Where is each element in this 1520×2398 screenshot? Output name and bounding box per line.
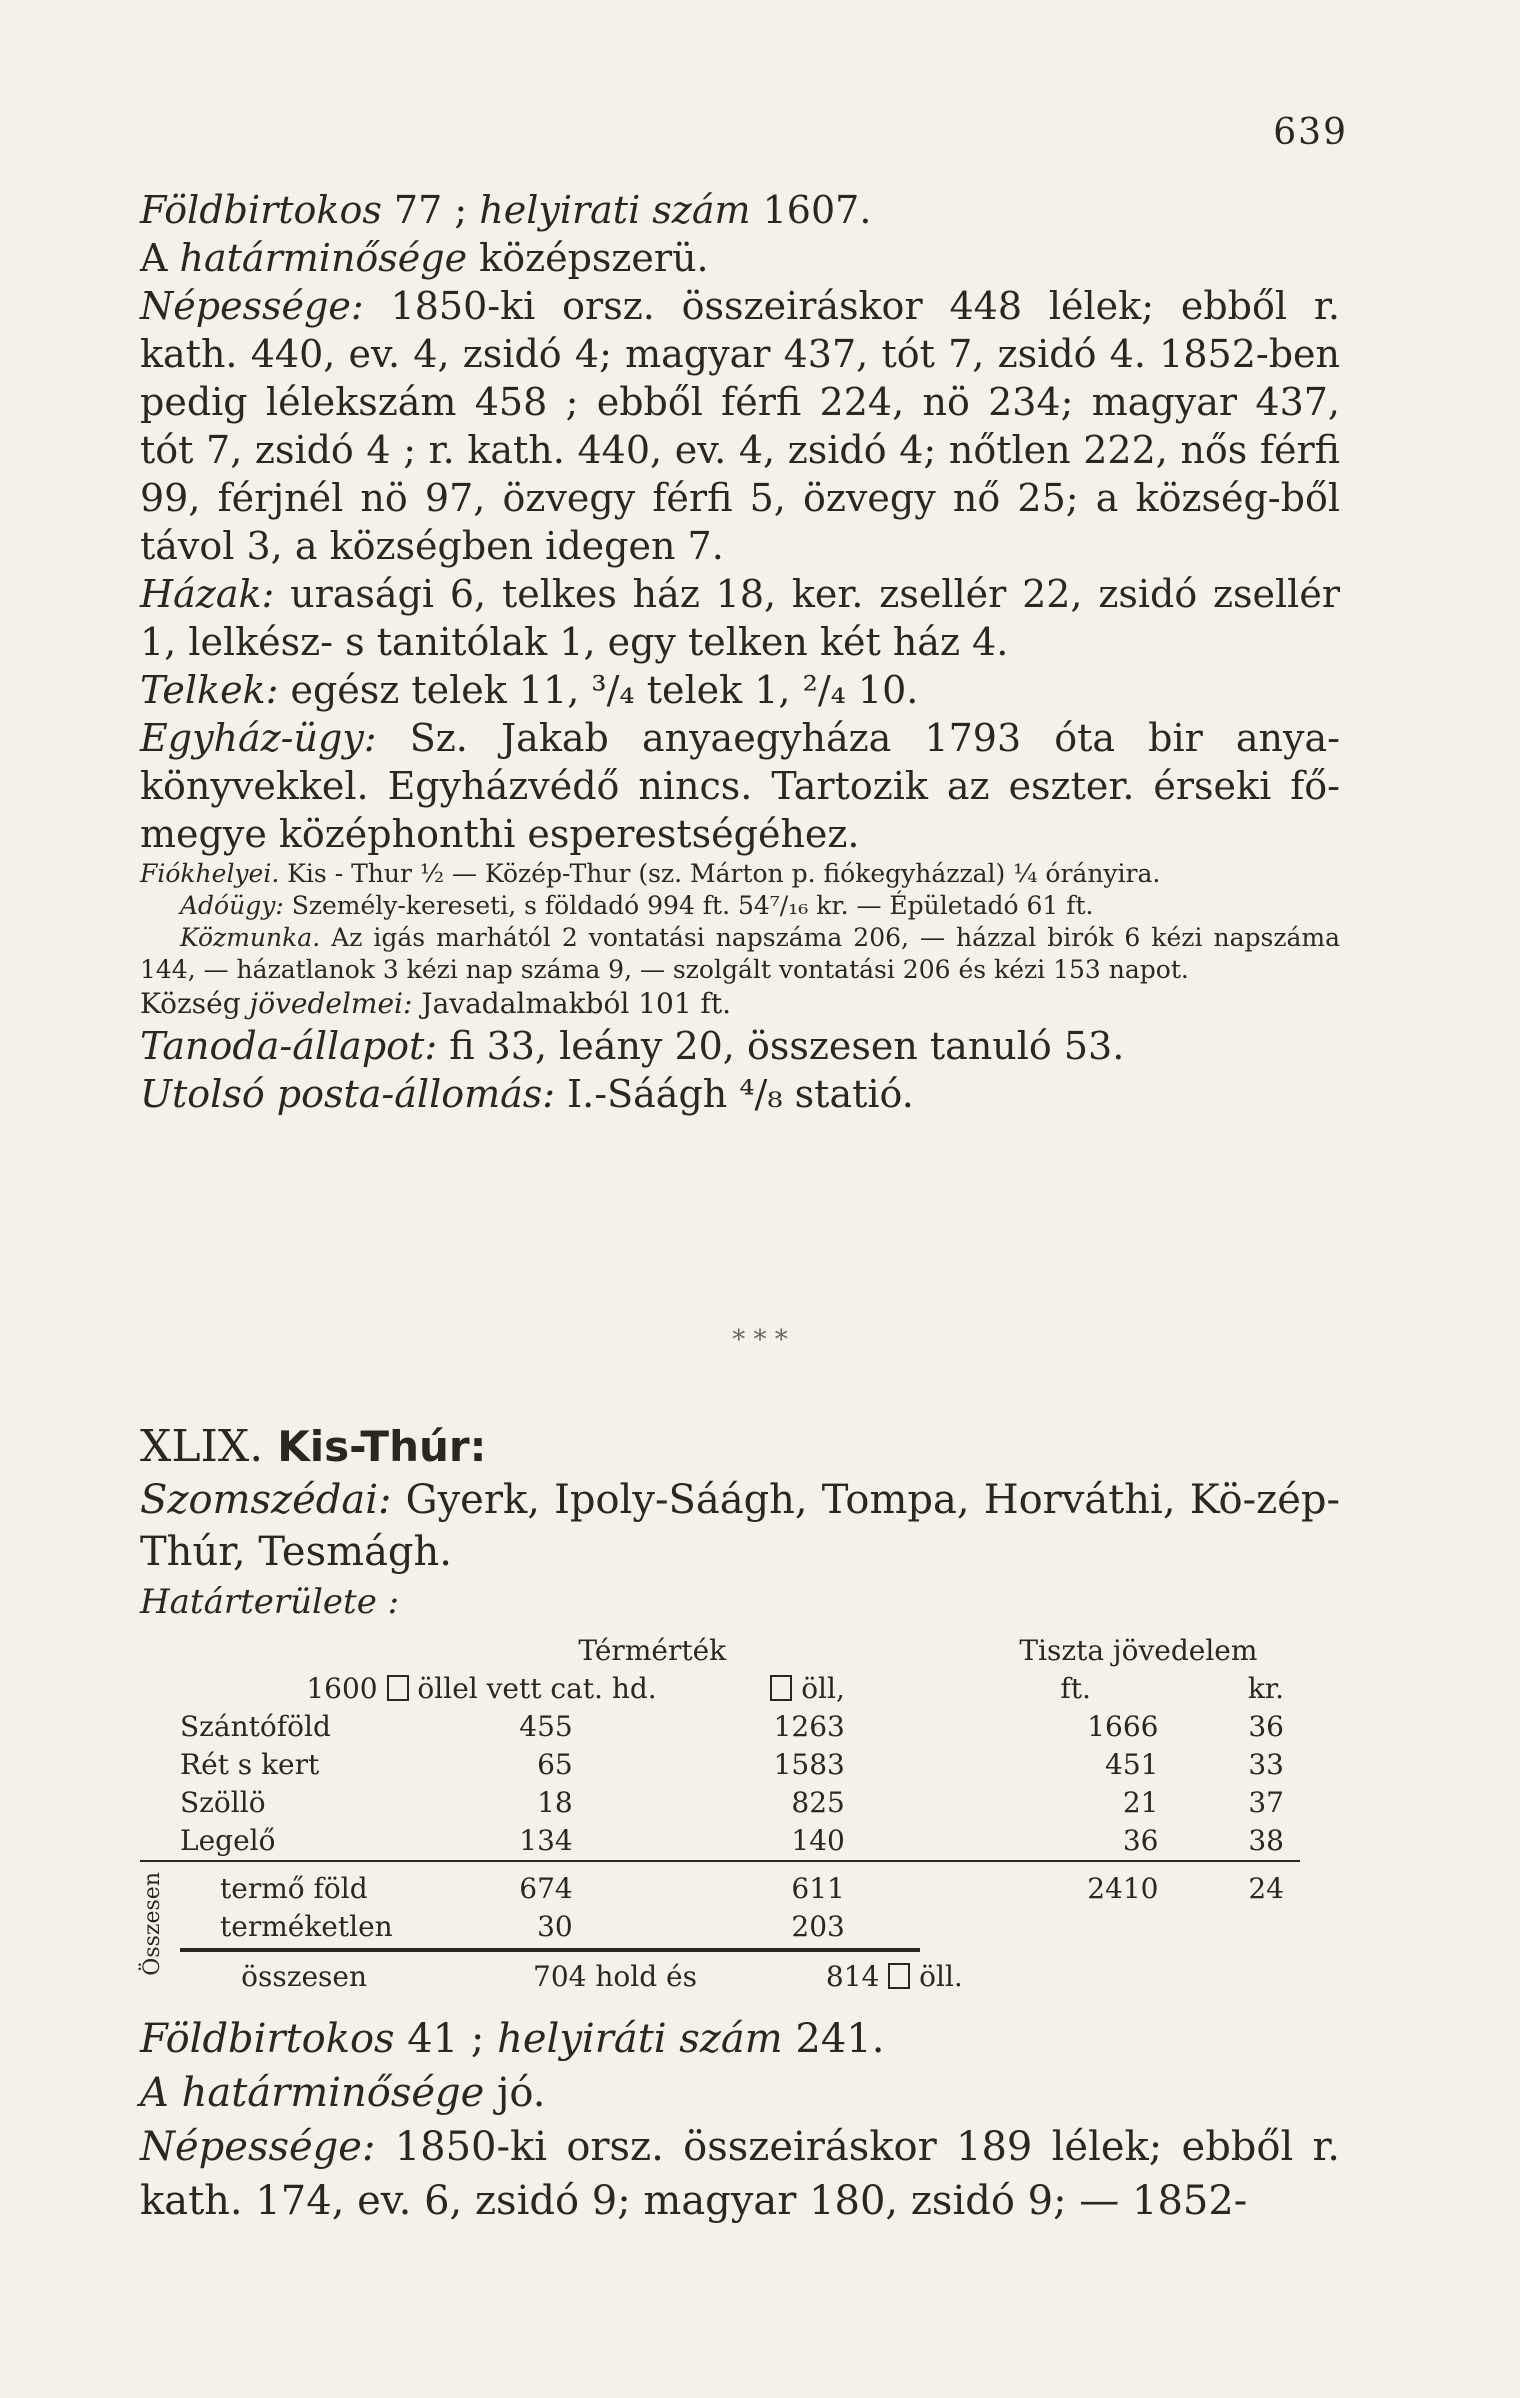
summary-side-label: Összesen [140,1872,165,1976]
village-entry-kis-thur [140,1420,1340,1626]
population-paragraph: Népessége: 1850-ki orsz. összeiráskor 448 lélek; ebből r. kath. 440, ev. 4, zsidó 4; magyar 437, tót 7, zsidó 4. 1852-ben pedig lélekszám 458 ; ebből férfi 224, nö 234; magyar 437, tót 7, zsidó 4 ; r. kath. 440, ev. 4, zsidó 4; nőtlen 222, nős férfi 99, férjnél nö 97, özvegy férfi 5, özvegy nő 25; a község-ből távol 3, a községben idegen 7. [140,284,1340,568]
page-number: 639 [1273,112,1348,153]
column-ol: öll, [663,1670,851,1708]
table-row: Szöllö 18 825 21 37 [180,1786,1284,1819]
branch-churches-note: Fiókhelyei. Kis - Thur ½ — Közép-Thur (sz. Márton p. fiókegyházzal) ¼ órányira. [140,859,1161,888]
public-work-note: Közmunka. Az igás marhától 2 vontatási napszáma 206, — házzal birók 6 kézi napszáma 144, — házatlanok 3 kézi nap száma 9, — szolgált vontatási 206 és kézi 153 napot. [140,923,1340,984]
square-symbol-icon [770,1675,792,1701]
table-divider [140,1860,1300,1862]
table-header-row-1 [140,1632,1290,1670]
table-header-row-2 [140,1670,1290,1708]
table-row: Rét s kert 65 1583 451 33 [180,1748,1284,1781]
table-total-divider [180,1948,920,1952]
land-quality-line: A határminősége középszerü. [140,236,709,280]
houses-paragraph: Házak: urasági 6, telkes ház 18, ker. zsellér 22, zsidó zsellér 1, lelkész- s tanitólak 1, egy telken két ház 4. [140,572,1340,664]
area-heading: Határterülete : [140,1582,400,1622]
plots-paragraph: Telkek: egész telek 11, ³/₄ telek 1, ²/₄ 10. [140,668,919,712]
area-summary-table [140,1870,1290,1946]
table-row: Legelő 134 140 36 38 [180,1824,1284,1857]
square-symbol-icon [888,1963,910,1989]
table-row: Szántóföld 455 1263 1666 36 [180,1710,1284,1743]
table-row: termő föld 674 611 2410 24 [220,1872,1284,1905]
landowner-line: Földbirtokos 41 ; helyiráti szám 241. [140,2016,885,2062]
square-symbol-icon [387,1675,409,1701]
column-group-area: Térmérték [578,1634,727,1667]
population-paragraph: Népessége: 1850-ki orsz. összeiráskor 189 lélek; ebből r. kath. 174, ev. 6, zsidó 9; magyar 180, zsidó 9; — 1852- [140,2124,1340,2224]
area-table [140,1632,1290,1860]
neighbours-paragraph: Szomszédai: Gyerk, Ipoly-Sáágh, Tompa, Horváthi, Kö-zép-Thúr, Tesmágh. [140,1477,1340,1575]
section-title: XLIX. Kis-Thúr: [140,1421,487,1472]
landowner-line: Földbirtokos 77 ; helyirati szám 1607. [140,188,872,232]
church-paragraph: Egyház-ügy: Sz. Jakab anyaegyháza 1793 óta bir anya-könyvekkel. Egyházvédő nincs. Tartozik az eszter. érseki fő-megye középhonthi esperestségéhez. [140,716,1340,856]
post-office-line: Utolsó posta-állomás: I.-Sáágh ⁴/₈ statió. [140,1072,914,1116]
column-group-income: Tiszta jövedelem [1019,1634,1258,1667]
column-ft: ft. [1060,1672,1091,1705]
village-entry-previous [140,186,1340,1118]
table-row: terméketlen 30 203 [220,1910,845,1943]
land-quality-line: A határminősége jó. [140,2070,546,2116]
section-divider-stars: * * * [732,1325,788,1355]
table-total-row: összesen 704 hold és 814 öll. [241,1960,963,1993]
column-hold: 1600 öllel vett cat. hd. [306,1672,657,1705]
village-entry-kis-thur-details [140,2012,1340,2228]
tax-note: Adóügy: Személy-kereseti, s földadó 994 ft. 54⁷/₁₆ kr. — Épületadó 61 ft. [180,891,1094,920]
school-line: Tanoda-állapot: fi 33, leány 20, összesen tanuló 53. [140,1024,1125,1068]
column-kr: kr. [1247,1672,1284,1705]
area-total-table [140,1958,1290,1996]
income-note: Község jövedelmei: Javadalmakból 101 ft. [140,987,732,1020]
